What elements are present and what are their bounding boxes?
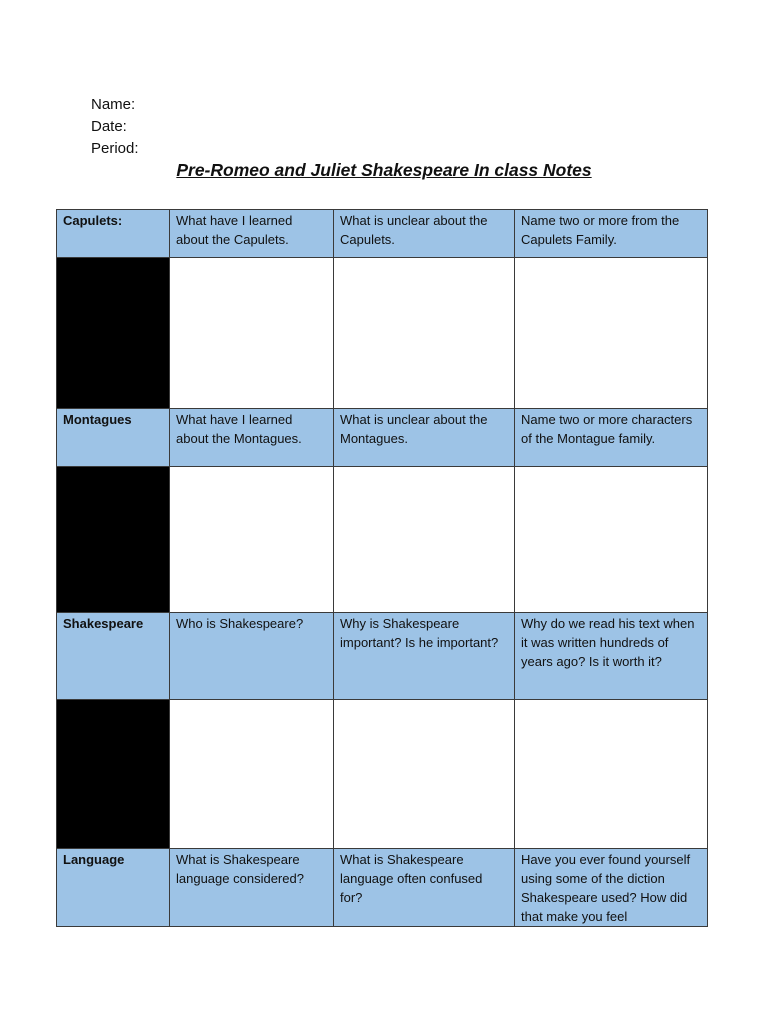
question-cell — [334, 409, 515, 467]
section-label-cell — [57, 210, 170, 258]
section-label-cell — [57, 849, 170, 927]
question-cell — [515, 210, 708, 258]
section-label: Montagues — [63, 412, 132, 427]
question-cell — [170, 210, 334, 258]
question-cell — [515, 613, 708, 700]
section-label: Capulets: — [63, 213, 123, 228]
answer-cell[interactable] — [515, 700, 708, 849]
answer-row-montagues — [57, 467, 708, 613]
question-cell — [334, 210, 515, 258]
date-label: Date: — [91, 118, 127, 135]
question-text: What is unclear about the Montagues. — [340, 412, 488, 446]
section-header-row-capulets — [57, 210, 708, 258]
question-cell — [334, 849, 515, 927]
answer-cell[interactable] — [515, 258, 708, 409]
section-label-cell — [57, 613, 170, 700]
answer-cell[interactable] — [170, 700, 334, 849]
question-text: Name two or more from the Capulets Family. — [521, 213, 680, 247]
question-text: Name two or more characters of the Montague family. — [521, 412, 693, 446]
question-cell — [170, 613, 334, 700]
answer-cell[interactable] — [334, 700, 515, 849]
section-label-cell — [57, 409, 170, 467]
answer-cell[interactable] — [170, 467, 334, 613]
question-cell — [170, 849, 334, 927]
question-text: Who is Shakespeare? — [176, 616, 304, 631]
section-header-row-montagues — [57, 409, 708, 467]
section-label: Shakespeare — [63, 616, 144, 631]
answer-cell[interactable] — [170, 258, 334, 409]
question-text: What have I learned about the Capulets. — [176, 213, 293, 247]
blacked-out-cell — [57, 467, 170, 613]
question-text: What is Shakespeare language often confused for? — [340, 852, 483, 905]
answer-row-shakespeare — [57, 700, 708, 849]
section-label: Language — [63, 852, 125, 867]
answer-cell[interactable] — [515, 467, 708, 613]
name-label: Name: — [91, 96, 136, 113]
blacked-out-cell — [57, 258, 170, 409]
answer-row-capulets — [57, 258, 708, 409]
question-cell — [515, 409, 708, 467]
period-label: Period: — [91, 140, 139, 157]
question-text: What is Shakespeare language considered? — [176, 852, 304, 886]
question-cell — [170, 409, 334, 467]
question-text: Have you ever found yourself using some of the diction Shakespeare used? How did that make you feel — [521, 852, 691, 924]
student-info-fields — [91, 94, 139, 160]
answer-cell[interactable] — [334, 467, 515, 613]
question-text: What have I learned about the Montagues. — [176, 412, 302, 446]
question-cell — [334, 613, 515, 700]
question-text: Why is Shakespeare important? Is he important? — [340, 616, 499, 650]
document-title: Pre-Romeo and Juliet Shakespeare In class Notes — [176, 160, 592, 180]
question-cell — [515, 849, 708, 927]
section-header-row-language — [57, 849, 708, 927]
blacked-out-cell — [57, 700, 170, 849]
notes-table — [56, 209, 708, 927]
question-text: Why do we read his text when it was written hundreds of years ago? Is it worth it? — [521, 616, 695, 669]
answer-cell[interactable] — [334, 258, 515, 409]
section-header-row-shakespeare — [57, 613, 708, 700]
question-text: What is unclear about the Capulets. — [340, 213, 488, 247]
